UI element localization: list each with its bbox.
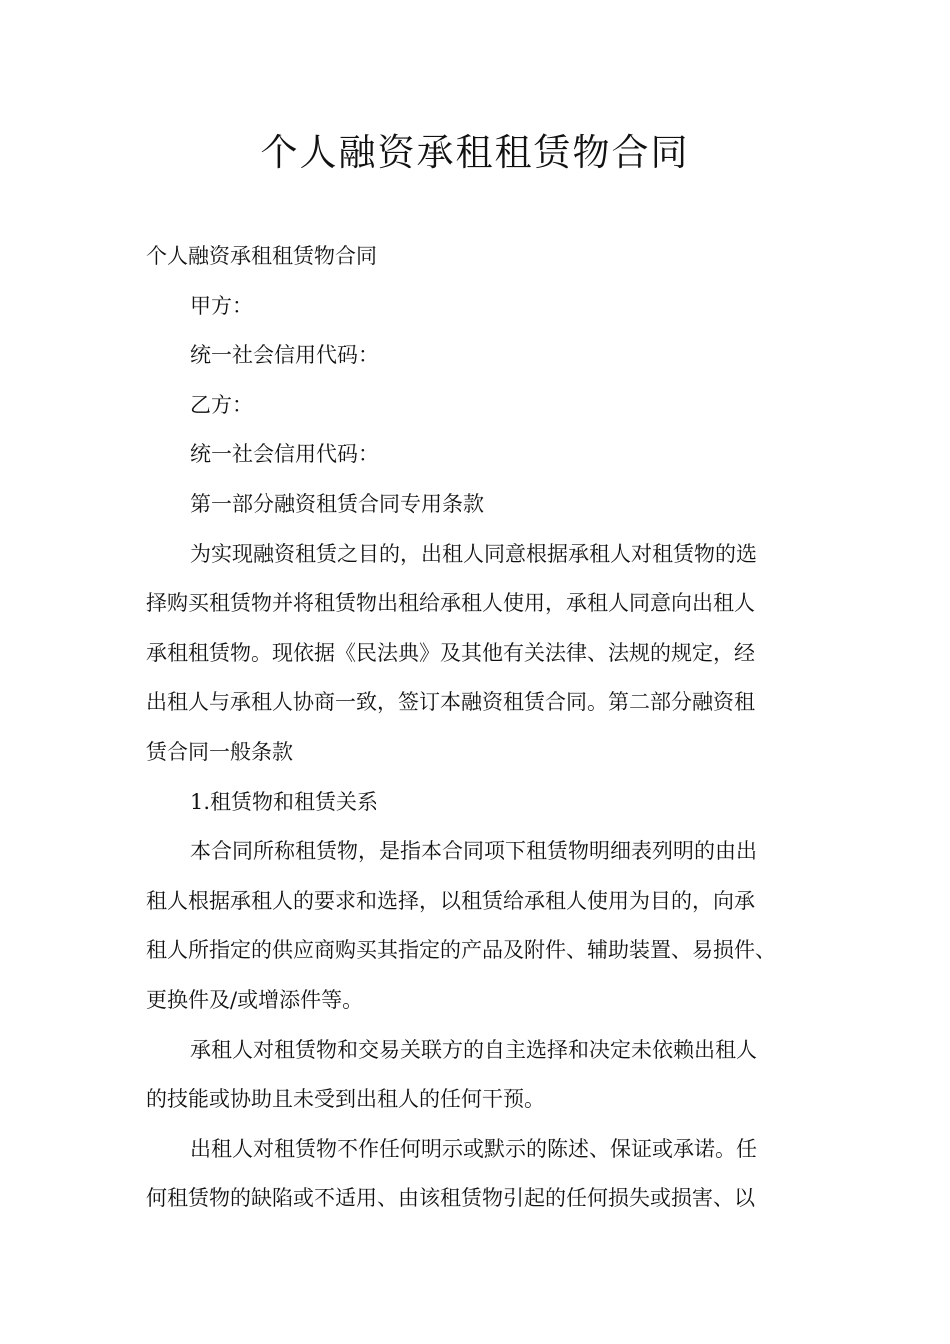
text-line: 出租人与承租人协商一致，签订本融资租赁合同。第二部分融资租 — [146, 690, 755, 715]
text-line: 租人所指定的供应商购买其指定的产品及附件、辅助装置、易损件、 — [146, 938, 776, 963]
document-body — [146, 232, 826, 1224]
text-line: 统一社会信用代码： — [190, 343, 379, 368]
text-line: 为实现融资租赁之目的，出租人同意根据承租人对租赁物的选 — [190, 541, 757, 566]
text-line: 乙方： — [190, 392, 253, 417]
text-line: 更换件及/或增添件等。 — [146, 987, 364, 1012]
text-line: 何租赁物的缺陷或不适用、由该租赁物引起的任何损失或损害、以 — [146, 1186, 755, 1211]
text-line: 承租租赁物。现依据《民法典》及其他有关法律、法规的规定，经 — [146, 640, 755, 665]
text-line: 承租人对租赁物和交易关联方的自主选择和决定未依赖出租人 — [190, 1037, 757, 1062]
text-line: 统一社会信用代码： — [190, 442, 379, 467]
text-line: 第一部分融资租赁合同专用条款 — [190, 491, 484, 516]
text-line: 1.租赁物和租赁关系 — [190, 789, 379, 814]
text-line: 的技能或协助且未受到出租人的任何干预。 — [146, 1087, 545, 1112]
text-line: 赁合同一般条款 — [146, 739, 293, 764]
text-line: 本合同所称租赁物，是指本合同项下租赁物明细表列明的由出 — [190, 839, 757, 864]
text-line: 租人根据承租人的要求和选择，以租赁给承租人使用为目的，向承 — [146, 888, 755, 913]
document-title: 个人融资承租租赁物合同 — [260, 131, 690, 174]
text-line: 择购买租赁物并将租赁物出租给承租人使用，承租人同意向出租人 — [146, 591, 755, 616]
text-line: 个人融资承租租赁物合同 — [146, 244, 377, 268]
text-line: 出租人对租赁物不作任何明示或默示的陈述、保证或承诺。任 — [190, 1136, 757, 1161]
text-line: 甲方： — [190, 293, 253, 318]
